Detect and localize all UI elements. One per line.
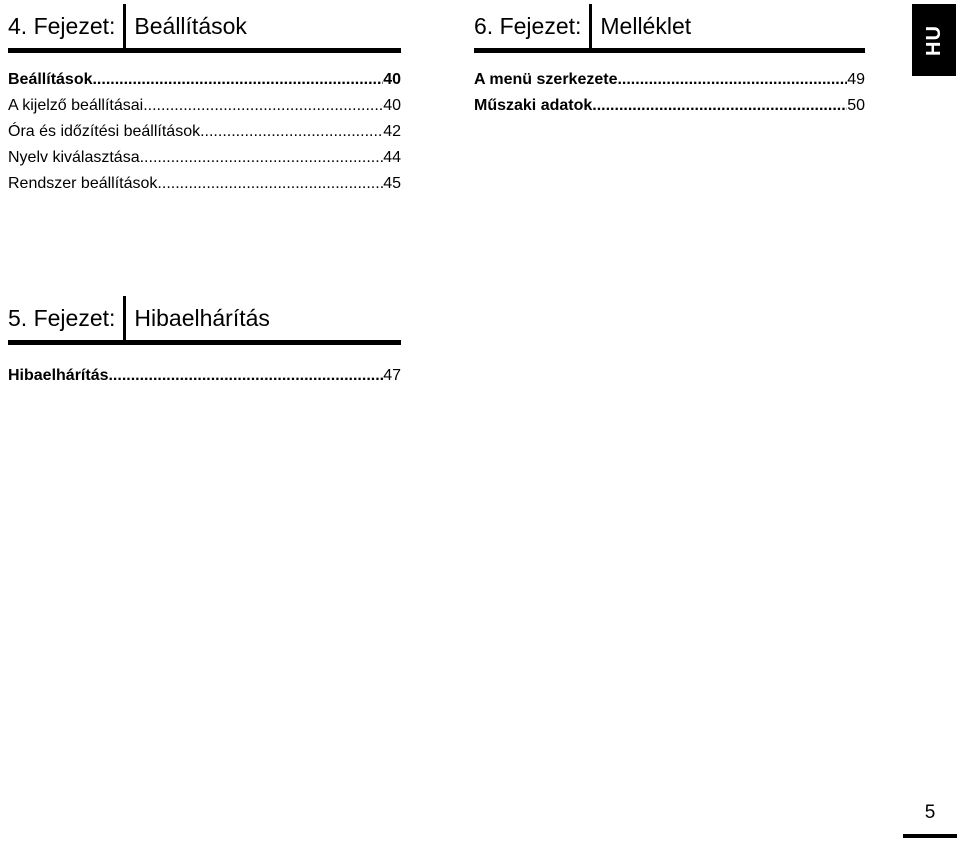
chapter-4-toc: [8, 67, 401, 197]
toc-entry[interactable]: [8, 363, 401, 389]
toc-entry-label: A menü szerkezete: [474, 71, 618, 88]
chapter-6-toc: [474, 67, 865, 119]
toc-entry-page: 47: [383, 367, 401, 384]
chapter-6-heading: [474, 4, 865, 53]
toc-entry[interactable]: [8, 119, 401, 145]
chapter-4-number: 4. Fejezet:: [8, 13, 116, 39]
chapter-5-section: [8, 296, 401, 389]
language-tab: [912, 4, 956, 76]
toc-leader-dots: [108, 363, 383, 389]
toc-entry-label: Beállítások: [8, 71, 93, 88]
toc-entry-label: Óra és időzítési beállítások: [8, 123, 201, 140]
toc-entry-label: Rendszer beállítások: [8, 175, 158, 192]
chapter-4-title: Beállítások: [134, 13, 247, 39]
chapter-6-divider: [589, 4, 592, 48]
toc-entry-label: Nyelv kiválasztása: [8, 149, 140, 166]
toc-leader-dots: [592, 93, 847, 119]
toc-entry[interactable]: [8, 67, 401, 93]
toc-entry[interactable]: [8, 145, 401, 171]
chapter-6-title: Melléklet: [600, 13, 692, 39]
chapter-5-title: Hibaelhárítás: [134, 305, 270, 331]
chapter-5-divider: [123, 296, 126, 340]
toc-entry-page: 50: [847, 97, 865, 114]
chapter-5-heading: [8, 296, 401, 345]
toc-leader-dots: [143, 93, 383, 119]
toc-entry-page: 44: [383, 149, 401, 166]
toc-entry-page: 49: [847, 71, 865, 88]
toc-entry[interactable]: [474, 93, 865, 119]
chapter-4-heading: [8, 4, 401, 53]
chapter-4-divider: [123, 4, 126, 48]
toc-leader-dots: [200, 119, 383, 145]
toc-leader-dots: [157, 171, 383, 197]
toc-leader-dots: [92, 67, 383, 93]
toc-entry[interactable]: [8, 171, 401, 197]
chapter-6-number: 6. Fejezet:: [474, 13, 582, 39]
chapter-5-toc: [8, 363, 401, 389]
chapter-4-section: [8, 4, 401, 197]
chapter-5-number: 5. Fejezet:: [8, 305, 116, 331]
toc-entry-page: 40: [383, 71, 401, 88]
toc-entry[interactable]: [474, 67, 865, 93]
toc-entry-label: Hibaelhárítás: [8, 367, 109, 384]
toc-entry-page: 45: [383, 175, 401, 192]
toc-leader-dots: [617, 67, 847, 93]
toc-entry-page: 40: [383, 97, 401, 114]
chapter-6-section: [474, 4, 865, 119]
toc-entry[interactable]: [8, 93, 401, 119]
toc-entry-label: Műszaki adatok: [474, 97, 593, 114]
toc-entry-label: A kijelző beállításai: [8, 97, 144, 114]
language-tab-label: HU: [922, 24, 945, 56]
toc-leader-dots: [140, 145, 384, 171]
page-number: 5: [903, 802, 957, 838]
toc-entry-page: 42: [383, 123, 401, 140]
